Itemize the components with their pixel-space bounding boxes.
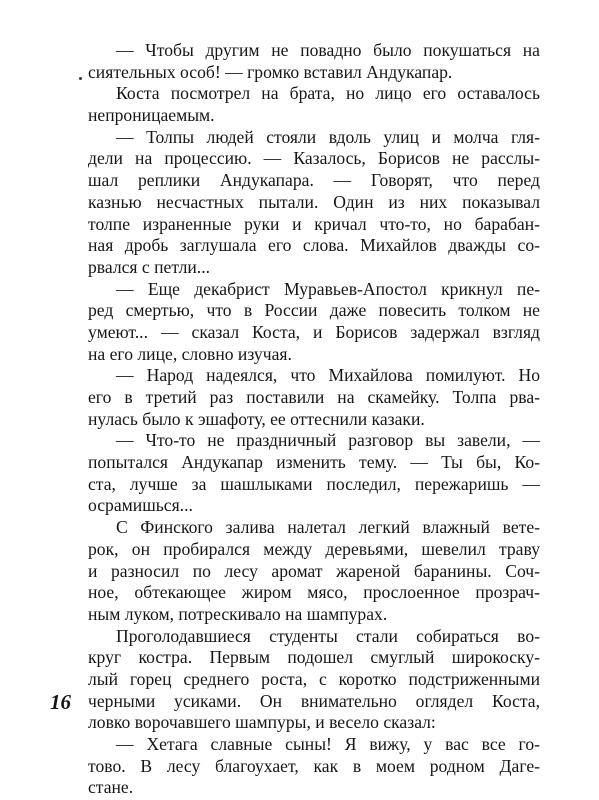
text-line: — Что-то не праздничный разговор вы завели, —: [116, 430, 540, 451]
ink-speck: [79, 77, 82, 80]
text-line: попытался Андукапар изменить тему. — Ты бы, Ко-: [88, 452, 540, 473]
text-line: ред смертью, что в России даже повесить толком не: [88, 300, 540, 321]
text-line: его в третий раз поставили на скамейку. Толпа рва-: [88, 387, 540, 407]
page-number: 16: [50, 690, 71, 714]
text-line: рвался с петли...: [88, 256, 210, 277]
text-line: — Народ надеялся, что Михайлова помилуют. Но: [116, 365, 540, 386]
text-line: ное, обтекающее жиром мясо, прослоенное прозрач-: [88, 582, 540, 603]
text-line: непроницаемым.: [88, 105, 215, 126]
text-line: рок, он пробирался между деревьями, шевелил траву: [88, 538, 540, 559]
text-line: казнью несчастных пытали. Один из них показывал: [88, 191, 540, 212]
text-line: на его лице, словно изучая.: [88, 343, 292, 364]
page-body: [88, 40, 540, 799]
text-line: стане.: [88, 777, 134, 798]
text-line: — Хетага славные сыны! Я вижу, у вас все го-: [116, 734, 540, 754]
text-line: — Чтобы другим не повадно было покушаться на: [116, 40, 540, 60]
text-line: черными усиками. Он внимательно оглядел Коста,: [88, 690, 540, 711]
text-line: ста, лучше за шашлыками последил, пережаришь —: [88, 473, 540, 494]
text-line: шал реплики Андукапара. — Говорят, что перед: [88, 170, 540, 191]
text-line: осрамишься...: [88, 495, 193, 516]
text-line: лый горец среднего роста, с коротко подстриженными: [88, 668, 540, 689]
text-line: ная дробь заглушала его слова. Михайлов дважды со-: [88, 235, 540, 256]
text-line: умеют... — сказал Коста, и Борисов задержал взгляд: [88, 321, 540, 342]
text-line: — Толпы людей стояли вдоль улиц и молча гля-: [116, 126, 540, 147]
text-line: и разносил по лесу аромат жареной баранины. Соч-: [88, 560, 540, 581]
text-line: круг костра. Первым подошел смуглый широкоску-: [88, 647, 540, 668]
text-line: тово. В лесу благоухает, как в моем родном Даге-: [88, 755, 540, 776]
text-line: ловко ворочавшего шампуры, и весело сказал:: [88, 712, 436, 733]
text-line: Коста посмотрел на брата, но лицо его оставалось: [116, 83, 540, 104]
text-line: Проголодавшиеся студенты стали собираться во-: [116, 625, 540, 646]
text-line: толпе израненные руки и кричал что-то, но барабан-: [88, 213, 540, 234]
text-line: нулась было к эшафоту, ее оттеснили казаки.: [88, 408, 425, 429]
text-line: ным луком, потрескивало на шампурах.: [88, 603, 388, 624]
text-line: дели на процессию. — Казалось, Борисов не расслы-: [88, 148, 540, 169]
text-line: сиятельных особ! — громко вставил Андукапар.: [88, 61, 453, 82]
text-line: — Еще декабрист Муравьев-Апостол крикнул пе-: [116, 278, 540, 299]
text-line: С Финского залива налетал легкий влажный вете-: [116, 517, 540, 538]
